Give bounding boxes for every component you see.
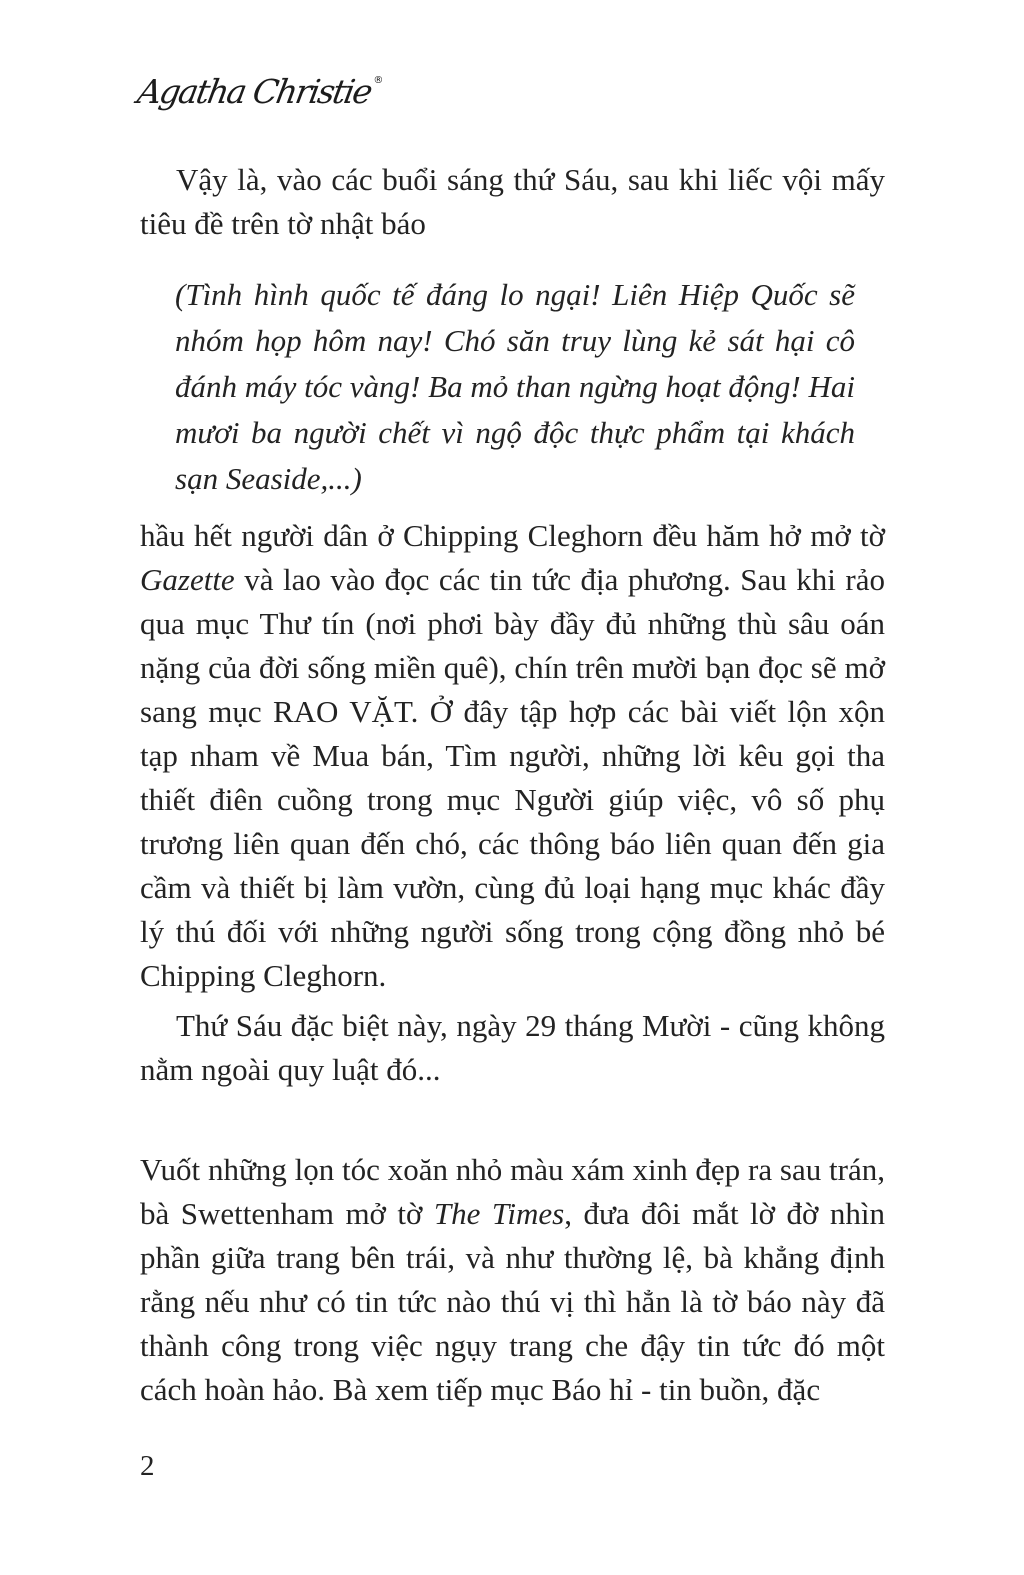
paragraph-gazette-run3: và lao vào đọc các tin tức địa phương. Sau khi rảo qua mục Thư tín (nơi phơi bày đầy đủ những thù sâu oán nặng của đời sống miền quê), chín trên mười bạn đọc sẽ mở sang mục RAO VẶT. Ở đây tập hợp các bài viết lộn xộn tạp nham về Mua bán, Tìm người, những lời kêu gọi tha thiết điên cuồng trong mục Người giúp việc, vô số phụ trương liên quan đến chó, các thông báo liên quan đến gia cầm và thiết bị làm vườn, cùng đủ loại hạng mục khác đầy lý thú đối với những người sống trong cộng đồng nhỏ bé Chipping Cleghorn. (140, 562, 885, 993)
paragraph-intro: Vậy là, vào các buổi sáng thứ Sáu, sau khi liếc vội mấy tiêu đề trên tờ nhật báo (140, 162, 885, 241)
page-number: 2 (140, 1450, 155, 1482)
newspaper-headlines-block: (Tình hình quốc tế đáng lo ngại! Liên Hiệp Quốc sẽ nhóm họp hôm nay! Chó săn truy lùng kẻ sát hại cô đánh máy tóc vàng! Ba mỏ than ngừng hoạt động! Hai mươi ba người chết vì ngộ độc thực phẩm tại khách sạn Seaside,...) (175, 277, 855, 496)
page-body (140, 158, 885, 1412)
agatha-christie-signature: Agatha Christie (134, 72, 374, 111)
scene-break (140, 1092, 885, 1148)
paragraph-friday: Thứ Sáu đặc biệt này, ngày 29 tháng Mười - cũng không nằm ngoài quy luật đó... (140, 1008, 885, 1087)
paragraph-swettenham-run1: Vuốt những lọn tóc xoăn nhỏ màu xám xinh đẹp ra sau trán, bà Swettenham mở tờ (140, 1152, 885, 1231)
paragraph-swettenham (140, 1148, 885, 1412)
paragraph-gazette-run1: hầu hết người dân ở Chipping Cleghorn đều hăm hở mở tờ (140, 518, 885, 553)
paragraph-gazette (140, 514, 885, 998)
gazette-title-italic: Gazette (140, 562, 235, 597)
publisher-logo (134, 72, 384, 111)
times-title-italic: The Times (433, 1196, 565, 1231)
paragraph-swettenham-run3: , đưa đôi mắt lờ đờ nhìn phần giữa trang bên trái, và như thường lệ, bà khẳng định rằng nếu như có tin tức nào thú vị thì hẳn là tờ báo này đã thành công trong việc ngụy trang che đậy tin tức đó một cách hoàn hảo. Bà xem tiếp mục Báo hỉ - tin buồn, đặc (140, 1196, 886, 1407)
registered-trademark-icon: ® (373, 75, 384, 86)
